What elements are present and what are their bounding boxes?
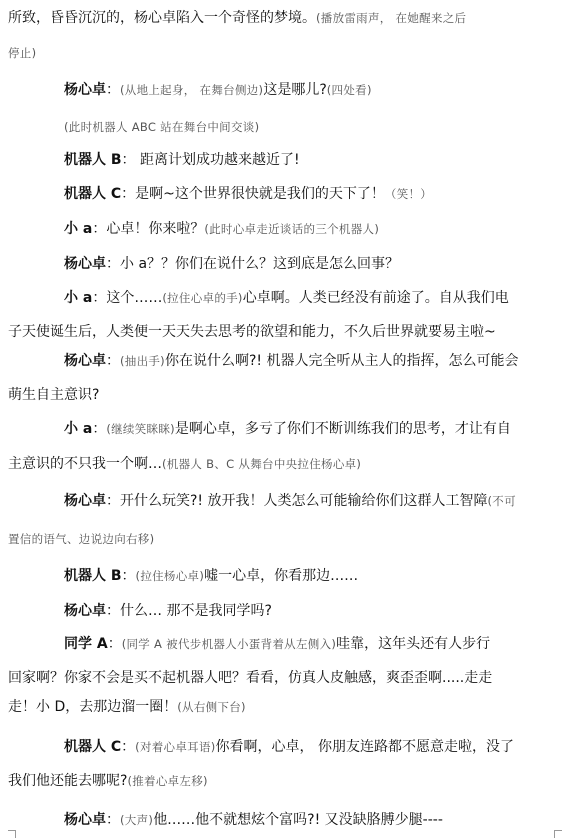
speaker-name: 机器人 C (64, 186, 122, 202)
script-line (64, 288, 509, 308)
speaker-name: 杨心卓 (64, 256, 106, 272)
script-line (64, 254, 399, 274)
dialogue-text: ：小 a？？你们在说什么？这到底是怎么回事？ (106, 256, 400, 272)
speaker-name: 杨心卓 (64, 353, 106, 369)
dialogue-text: 他……他不就想炫个富吗?! 又没缺胳膊少腿---- (153, 812, 443, 828)
stage-direction: (此时机器人 ABC 站在舞台中间交谈) (64, 120, 260, 134)
dialogue-text: 萌生自主意识? (8, 387, 100, 403)
dialogue-text: 所致，昏昏沉沉的，杨心卓陷入一个奇怪的梦境。 (8, 10, 316, 26)
script-line (8, 529, 154, 549)
dialogue-text: 走！小 D，去那边溜一圈！ (8, 699, 178, 715)
dialogue-text: 是啊心卓，多亏了你们不断训练我们的思考，才让有自 (174, 421, 511, 437)
stage-direction: 置信的语气、边说边向右移) (8, 532, 155, 546)
dialogue-text: ： (106, 812, 120, 828)
stage-direction: (从地上起身， 在舞台侧边) (120, 83, 264, 97)
dialogue-text: ：是啊~这个世界很快就是我们的天下了！ (121, 186, 385, 202)
script-line (64, 810, 443, 830)
stage-direction: (推着心卓左移) (127, 774, 208, 788)
speaker-name: 杨心卓 (64, 493, 106, 509)
dialogue-text: ： (121, 739, 136, 755)
stage-direction: (大声) (120, 813, 154, 827)
dialogue-text: 我们他还能去哪呢? (8, 773, 128, 789)
dialogue-text: ： (121, 568, 136, 584)
dialogue-text: ： (106, 82, 120, 98)
script-line (8, 697, 246, 717)
speaker-name: 杨心卓 (64, 812, 106, 828)
dialogue-text: ： (107, 636, 122, 652)
stage-direction: 停止) (8, 46, 37, 60)
stage-direction: (对着心卓耳语) (135, 740, 216, 754)
script-line (64, 80, 372, 100)
stage-direction: (此时心卓走近谈话的三个机器人) (204, 222, 380, 236)
speaker-name: 机器人 C (64, 739, 122, 755)
stage-direction: (拉住杨心卓) (135, 569, 205, 583)
script-line (64, 634, 490, 654)
stage-direction: （笑！） (384, 187, 433, 201)
dialogue-text: ： (106, 353, 120, 369)
stage-direction: (从右侧下台) (177, 700, 246, 714)
speaker-name: 杨心卓 (64, 603, 106, 619)
stage-direction: (抽出手) (120, 354, 165, 368)
speaker-name: 同学 A (64, 636, 108, 652)
script-line (64, 219, 379, 239)
speaker-name: 机器人 B (64, 568, 122, 584)
dialogue-text: 子天使诞生后，人类便一天天失去思考的欲望和能力，不久后世界就要易主啦~ (8, 324, 496, 340)
page-corner-mark (8, 830, 16, 838)
dialogue-text: 回家啊？你家不会是买不起机器人吧？看看，仿真人皮触感，爽歪歪啊.....走走 (8, 670, 493, 686)
dialogue-text: 你看啊，心卓， 你朋友连路都不愿意走啦，没了 (215, 739, 514, 755)
script-line (64, 737, 514, 757)
script-line (8, 454, 361, 474)
script-line (8, 8, 466, 28)
speaker-name: 小 a (64, 421, 93, 437)
script-line (64, 150, 300, 170)
stage-direction: (播放雷雨声， 在她醒来之后 (316, 11, 467, 25)
speaker-name: 小 a (64, 290, 93, 306)
dialogue-text: ：开什么玩笑?! 放开我！人类怎么可能输给你们这群人工智障 (106, 493, 488, 509)
script-line (8, 385, 99, 405)
dialogue-text: ： 距离计划成功越来越近了! (121, 152, 300, 168)
stage-direction: (机器人 B、C 从舞台中央拉住杨心卓) (162, 457, 362, 471)
stage-direction: (不可 (487, 494, 516, 508)
script-line (64, 566, 358, 586)
dialogue-text: 嘘一心卓，你看那边…… (204, 568, 359, 584)
dialogue-text: 你在说什么啊?! 机器人完全听从主人的指挥，怎么可能会 (164, 353, 519, 369)
stage-direction: (四处看) (326, 83, 372, 97)
dialogue-text: 哇靠，这年头还有人步行 (336, 636, 491, 652)
script-line (64, 117, 259, 137)
speaker-name: 小 a (64, 221, 93, 237)
script-line (8, 668, 492, 688)
dialogue-text: ：什么… 那不是我同学吗? (106, 603, 272, 619)
dialogue-text: ： (92, 421, 107, 437)
stage-direction: (继续笑眯眯) (106, 422, 175, 436)
script-line (64, 351, 518, 371)
script-line (64, 601, 272, 621)
stage-direction: (同学 A 被代步机器人小蛋背着从左侧入) (121, 637, 337, 651)
script-line (64, 184, 432, 204)
script-line (8, 43, 36, 63)
speaker-name: 杨心卓 (64, 82, 106, 98)
script-line (64, 419, 511, 439)
speaker-name: 机器人 B (64, 152, 122, 168)
dialogue-text: ：这个…… (92, 290, 163, 306)
page-corner-mark (554, 830, 562, 838)
dialogue-text: 主意识的不只我一个啊… (8, 456, 162, 472)
stage-direction: (拉住心卓的手) (162, 291, 243, 305)
dialogue-text: ：心卓！你来啦？ (92, 221, 205, 237)
script-line (8, 322, 496, 342)
dialogue-text: 这是哪儿? (263, 82, 327, 98)
script-line (64, 491, 516, 511)
script-line (8, 771, 208, 791)
dialogue-text: 心卓啊。人类已经没有前途了。自从我们电 (242, 290, 509, 306)
